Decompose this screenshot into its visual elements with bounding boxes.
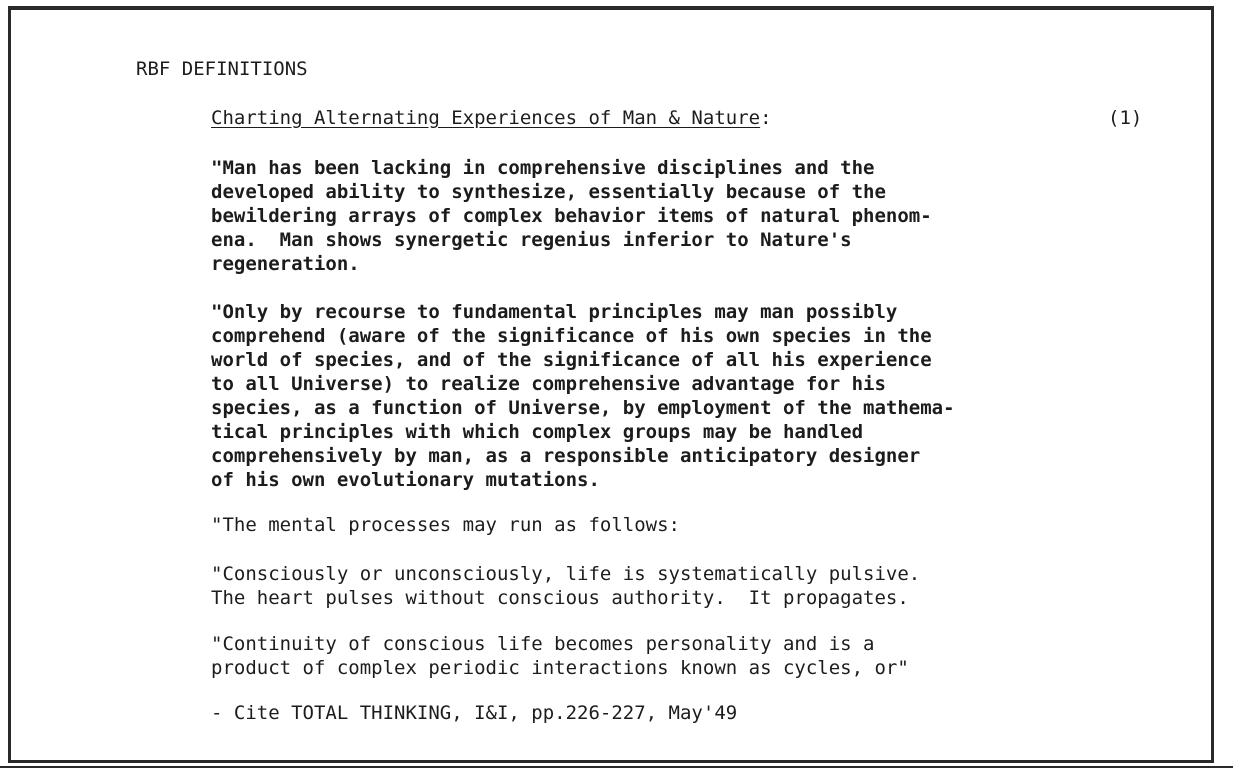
next-card-edge xyxy=(0,766,1233,775)
quote-paragraph-2: "Only by recourse to fundamental principles may man possibly comprehend (aware of the significance of his own species in the world of species, and of the significance of all his experience to all Universe) to realize comprehensive advantage for his species, as a function of Universe, by employment of the mathema- tical principles with which complex groups may be handled comprehensively by man, as a responsible anticipatory designer of his own evolutionary mutations. xyxy=(211,301,955,491)
entry-number: (1) xyxy=(1108,107,1143,129)
quote-paragraph-4: "Consciously or unconsciously, life is systematically pulsive. The heart pulses without conscious authority. It propagates. xyxy=(211,563,921,609)
section-heading: RBF DEFINITIONS xyxy=(136,58,308,80)
entry-title-line xyxy=(211,107,772,129)
quote-paragraph-1: "Man has been lacking in comprehensive disciplines and the developed ability to synthesize, essentially because of the bewildering arrays of complex behavior items of natural phenom- ena. Man shows synergetic regenius inferior to Nature's regeneration. xyxy=(211,157,932,275)
quote-paragraph-5: "Continuity of conscious life becomes personality and is a product of complex periodic interactions known as cycles, or" xyxy=(211,633,909,679)
quote-paragraph-3: "The mental processes may run as follows: xyxy=(211,514,680,536)
citation: - Cite TOTAL THINKING, I&I, pp.226-227, May'49 xyxy=(211,702,738,724)
entry-title: Charting Alternating Experiences of Man & Nature xyxy=(211,107,761,129)
entry-title-suffix: : xyxy=(760,107,772,129)
